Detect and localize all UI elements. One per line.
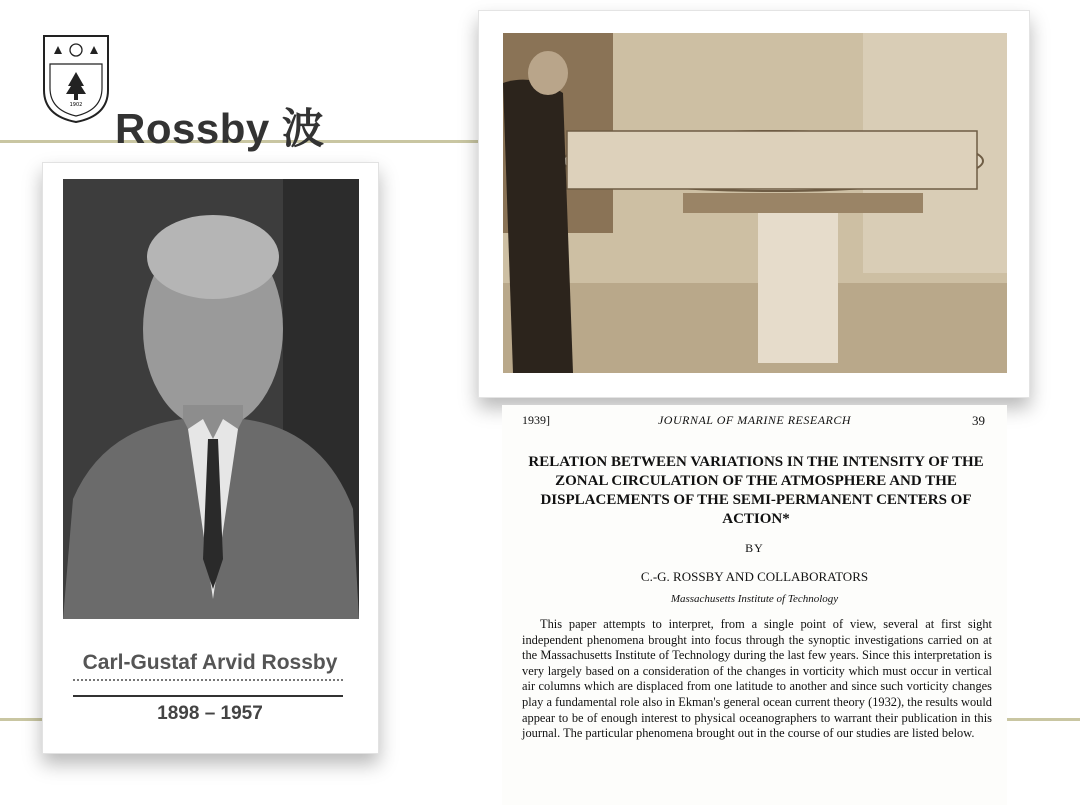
lab-photo-card <box>478 10 1030 398</box>
article-by: BY <box>745 541 764 555</box>
caption-divider <box>73 695 343 697</box>
portrait-card <box>42 162 379 754</box>
journal-year: 1939] <box>522 413 550 427</box>
footer-rule-left <box>0 718 44 721</box>
caption-divider-dotted <box>73 679 343 681</box>
journal-excerpt <box>502 405 1007 805</box>
portrait-years: 1898 – 1957 <box>157 703 263 724</box>
article-abstract: This paper attempts to interpret, from a single point of view, several at first sight independent phenomena brought into focus through the synoptic investigations carried on at the Massachusetts Institute of Technology during the last few years. Since this interpretation is very largely based on a consideration of the changes in vorticity which must occur in vertical air columns which are displaced from one latitude to another and since such vorticity changes play a fundamental role also in Ekman's general ocean current theory (1932), the results would appear to be of enough interest to physical oceanographers to warrant their publication in this journal. The particular phenomena brought out in the course of our studies are listed below. <box>522 617 992 741</box>
lab-photo <box>503 33 1007 373</box>
footer-rule-right <box>1005 718 1080 721</box>
portrait-name: Carl-Gustaf Arvid Rossby <box>82 651 338 674</box>
slide-title: Rossby 波 <box>115 105 325 152</box>
article-title: RELATION BETWEEN VARIATIONS IN THE INTENSITY OF THE ZONAL CIRCULATION OF THE ATMOSPHERE AND THE DISPLACEMENTS OF THE SEMI-PERMANENT CENTERS OF ACTION* <box>528 454 984 527</box>
journal-name: JOURNAL OF MARINE RESEARCH <box>657 413 852 427</box>
caption-panel <box>61 621 359 733</box>
logo-year: 1902 <box>69 102 83 108</box>
article-affiliation: Massachusetts Institute of Technology <box>670 593 839 605</box>
portrait-photo <box>63 179 359 619</box>
university-logo <box>40 32 112 124</box>
article-author: C.-G. ROSSBY AND COLLABORATORS <box>640 569 869 584</box>
journal-page: 39 <box>972 413 985 428</box>
